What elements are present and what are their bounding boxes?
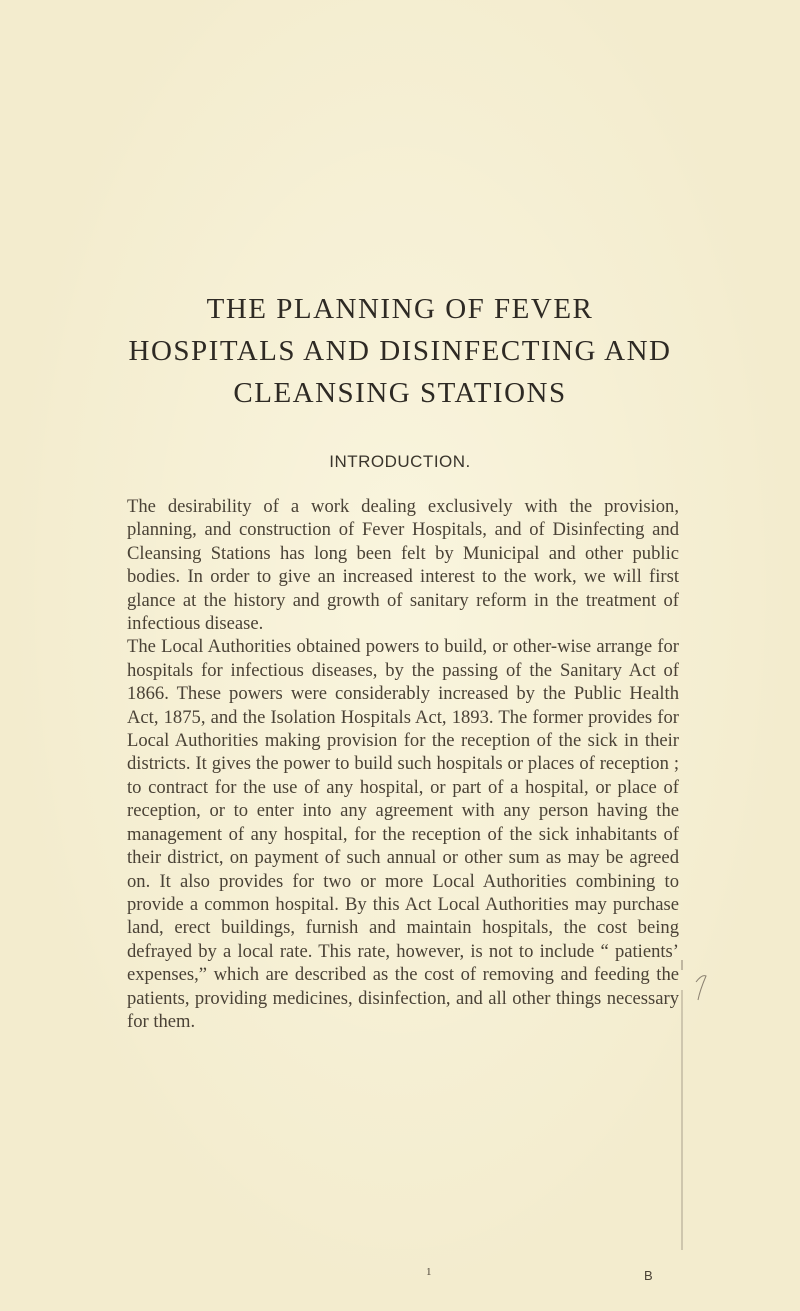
page-number: 1 xyxy=(426,1266,432,1278)
title-line-1: THE PLANNING OF FEVER xyxy=(206,293,594,325)
paragraph-2: The Local Authorities obtained powers to build, or other-wise arrange for hospitals for infectious diseases, by the passing of the Sanitary Act of 1866. These powers were considerably increased by the Public Health Act, 1875, and the Isolation Hospitals Act, 1893. The former provides for Local Authorities making provision for the reception of the sick in their districts. It gives the power to build such hospitals or places of reception ; to contract for the use of any hospital, or part of a hospital, or place of reception, or to enter into any agreement with any person having the management of any hospital, for the reception of the sick inhabitants of their district, on payment of such annual or other sum as may be agreed on. It also provides for two or more Local Authorities combining to provide a common hospital. By this Act Local Authorities may purchase land, erect buildings, furnish and maintain hospitals, the cost being defrayed by a local rate. This rate, however, is not to include “ patients’ expenses,” which are described as the cost of removing and feeding the patients, providing medicines, disinfection, and all other things necessary for them. xyxy=(127,636,679,1032)
section-heading: INTRODUCTION. xyxy=(329,452,471,471)
signature-mark: B xyxy=(644,1268,653,1283)
body-text xyxy=(127,495,679,1033)
paragraph-1: The desirability of a work dealing exclusively with the provision, planning, and construction of Fever Hospitals, and of Disinfecting and Cleansing Stations has long been felt by Municipal and other public bodies. In order to give an increased interest to the work, we will first glance at the history and growth of sanitary reform in the treatment of infectious disease. xyxy=(127,496,679,635)
title-line-2: HOSPITALS AND DISINFECTING AND xyxy=(128,335,672,367)
page-title xyxy=(60,288,740,414)
margin-pencil-mark xyxy=(678,960,708,1250)
title-line-3: CLEANSING STATIONS xyxy=(233,377,567,409)
